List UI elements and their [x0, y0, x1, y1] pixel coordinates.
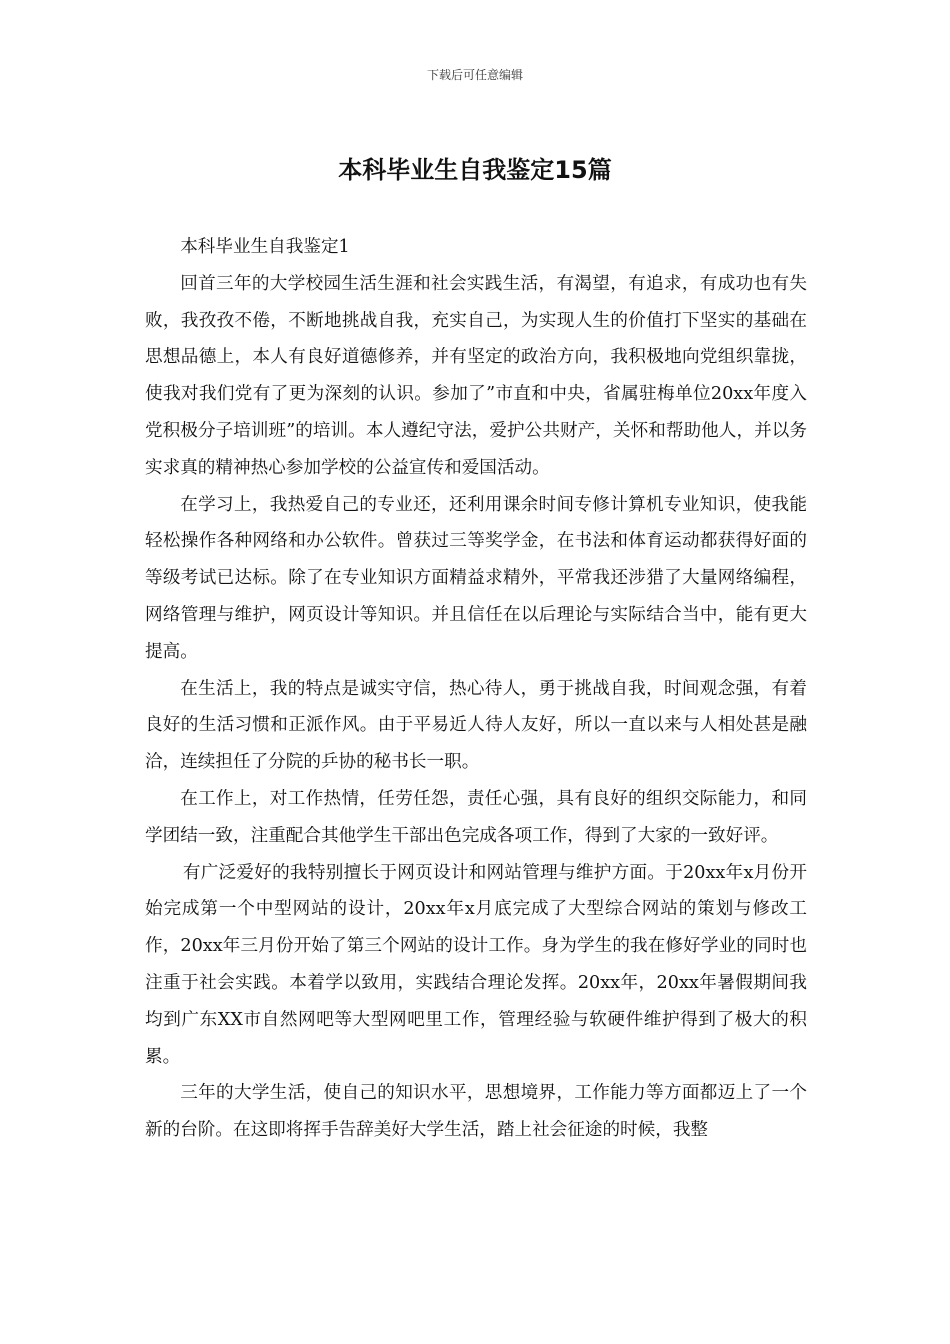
section-heading: 本科毕业生自我鉴定1	[180, 237, 350, 257]
paragraph: 有广泛爱好的我特别擅长于网页设计和网站管理与维护方面。于20xx年x月份开始完成第一个中型网站的设计，20xx年x月底完成了大型综合网站的策划与修改工作，20xx年三月份开始了第三个网站的设计工作。身为学生的我在修好学业的同时也注重于社会实践。本着学以致用，实践结合理论发挥。20xx年，20xx年暑假期间我均到广东XX市自然网吧等大型网吧里工作，管理经验与软硬件维护得到了极大的积累。	[145, 862, 807, 1067]
paragraph: 在学习上，我热爱自己的专业还，还利用课余时间专修计算机专业知识，使我能轻松操作各种网络和办公软件。曾获过三等奖学金，在书法和体育运动都获得好面的等级考试已达标。除了在专业知识方面精益求精外，平常我还涉猎了大量网络编程，网络管理与维护，网页设计等知识。并且信任在以后理论与实际结合当中，能有更大提高。	[145, 494, 807, 662]
header-note: 下载后可任意编辑	[426, 68, 523, 82]
paragraph: 三年的大学生活，使自己的知识水平，思想境界，工作能力等方面都迈上了一个新的台阶。在这即将挥手告辞美好大学生活，踏上社会征途的时候，我整	[145, 1083, 807, 1141]
document-body	[145, 229, 807, 1149]
paragraph: 在生活上，我的特点是诚实守信，热心待人，勇于挑战自我，时间观念强，有着良好的生活习惯和正派作风。由于平易近人待人友好，所以一直以来与人相处甚是融洽，连续担任了分院的乒协的秘书长一职。	[145, 678, 807, 773]
document-title: 本科毕业生自我鉴定15篇	[338, 156, 612, 184]
paragraph: 在工作上，对工作热情，任劳任怨，责任心强，具有良好的组织交际能力，和同学团结一致，注重配合其他学生干部出色完成各项工作，得到了大家的一致好评。	[145, 788, 807, 846]
paragraph: 回首三年的大学校园生活生涯和社会实践生活，有渴望，有追求，有成功也有失败，我孜孜不倦，不断地挑战自我，充实自己，为实现人生的价值打下坚实的基础在思想品德上，本人有良好道德修养，并有坚定的政治方向，我积极地向党组织靠拢，使我对我们党有了更为深刻的认识。参加了”市直和中央，省属驻梅单位20xx年度入党积极分子培训班”的培训。本人遵纪守法，爱护公共财产，关怀和帮助他人，并以务实求真的精神热心参加学校的公益宣传和爱国活动。	[145, 273, 807, 478]
